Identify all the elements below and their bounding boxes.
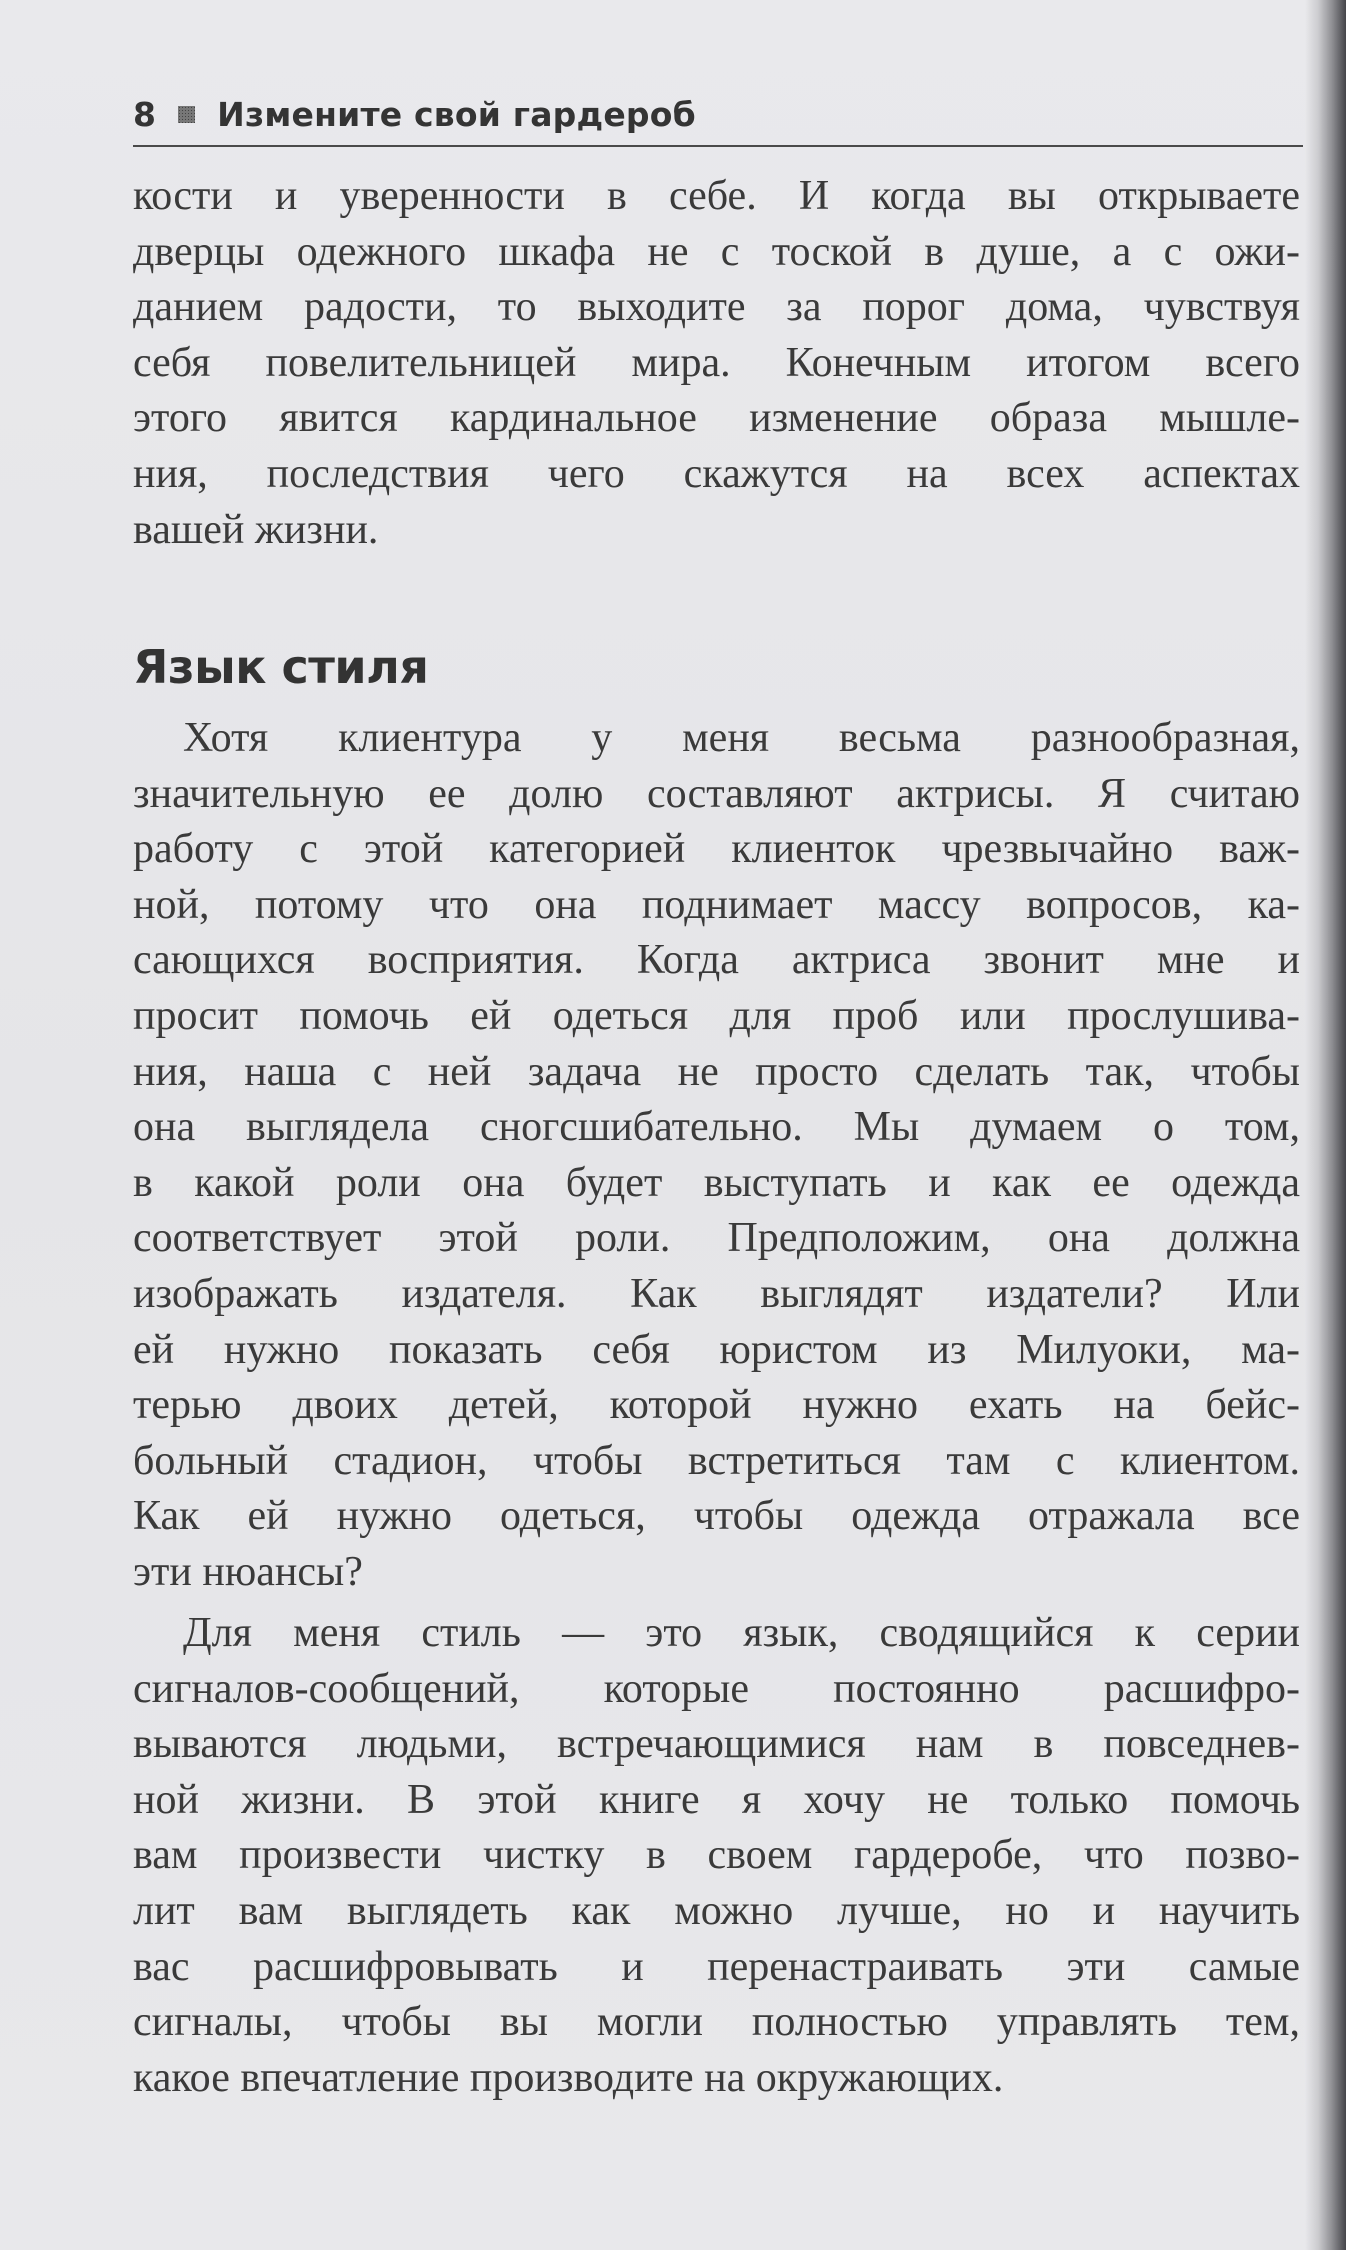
text-line: просит помочь ей одеться для проб или прослушива- <box>133 992 1300 1039</box>
page-number: 8 <box>133 94 157 134</box>
text-line: вашей жизни. <box>133 506 379 553</box>
text-line: данием радости, то выходите за порог дома, чувствуя <box>133 284 1300 331</box>
text-line: изображать издателя. Как выглядят издатели? Или <box>133 1270 1300 1317</box>
section-heading: Язык стиля <box>133 640 429 694</box>
text-line: работу с этой категорией клиенток чрезвычайно важ- <box>133 826 1300 873</box>
text-line: ной, потому что она поднимает массу вопросов, ка- <box>133 881 1300 928</box>
text-line: ной жизни. В этой книге я хочу не только помочь <box>133 1776 1300 1823</box>
text-line: кости и уверенности в себе. И когда вы открываете <box>133 173 1300 219</box>
text-line: соответствует этой роли. Предположим, она должна <box>133 1215 1300 1262</box>
text-line: лит вам выглядеть как можно лучше, но и научить <box>133 1887 1300 1934</box>
paragraph-3 <box>133 1606 1300 2106</box>
text-line: Для меня стиль — это язык, сводящийся к серии <box>183 1610 1300 1656</box>
text-line: вам произвести чистку в своем гардеробе, что позво- <box>133 1832 1300 1879</box>
text-line: дверцы одежного шкафа не с тоской в душе, а с ожи- <box>133 228 1300 275</box>
text-line: значительную ее долю составляют актрисы. Я считаю <box>133 770 1300 817</box>
square-bullet-icon <box>178 106 195 123</box>
text-line: этого явится кардинальное изменение образа мышле- <box>133 395 1300 442</box>
running-head <box>133 94 1303 134</box>
chapter-title: Измените свой гардероб <box>217 94 696 134</box>
text-line: сигналов-сообщений, которые постоянно расшифро- <box>133 1665 1300 1712</box>
text-line: она выглядела сногсшибательно. Мы думаем о том, <box>133 1104 1300 1151</box>
paragraph-1 <box>133 169 1300 558</box>
text-line: Как ей нужно одеться, чтобы одежда отражала все <box>133 1493 1300 1540</box>
text-line: себя повелительницей мира. Конечным итогом всего <box>133 339 1300 386</box>
text-line: сигналы, чтобы вы могли полностью управлять тем, <box>133 1999 1300 2046</box>
text-line: какое впечатление производите на окружающих. <box>133 2054 1004 2101</box>
text-line: больный стадион, чтобы встретиться там с клиентом. <box>133 1437 1300 1484</box>
text-line: ния, наша с ней задача не просто сделать так, чтобы <box>133 1048 1300 1095</box>
text-line: сающихся восприятия. Когда актриса звонит мне и <box>133 937 1300 984</box>
text-line: эти нюансы? <box>133 1548 363 1595</box>
text-line: терью двоих детей, которой нужно ехать на бейс- <box>133 1382 1300 1429</box>
text-line: ния, последствия чего скажутся на всех аспектах <box>133 450 1300 497</box>
text-line: в какой роли она будет выступать и как ее одежда <box>133 1159 1300 1206</box>
text-line: вас расшифровывать и перенастраивать эти самые <box>133 1943 1300 1990</box>
paragraph-2 <box>133 711 1300 1601</box>
text-line: Хотя клиентура у меня весьма разнообразная, <box>183 715 1300 761</box>
text-line: вываются людьми, встречающимися нам в повседнев- <box>133 1721 1300 1768</box>
text-line: ей нужно показать себя юристом из Милуоки, ма- <box>133 1326 1300 1373</box>
header-rule <box>133 145 1303 147</box>
